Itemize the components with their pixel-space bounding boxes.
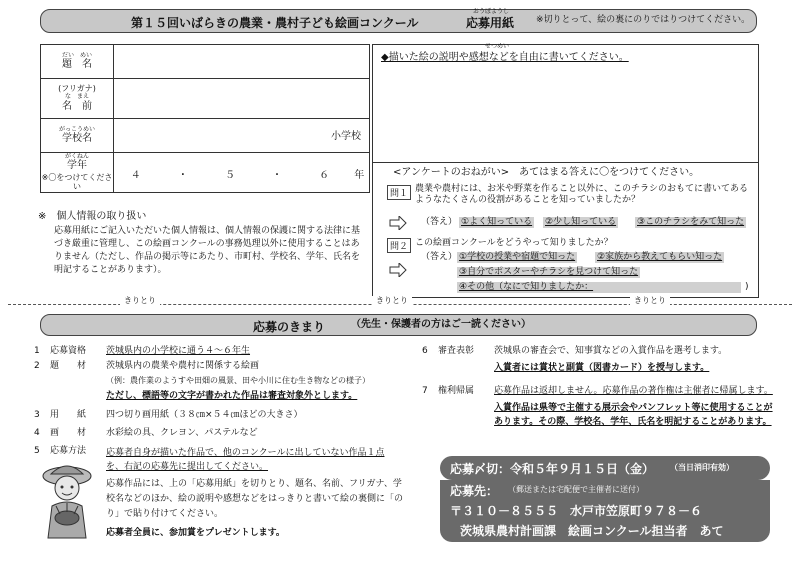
q1-answer-label: （答え） (421, 217, 458, 227)
description-box[interactable] (372, 44, 759, 163)
description-ruby: せつめい (485, 43, 510, 50)
grade-label: 学年 (67, 160, 87, 172)
rule-num: 5 (34, 446, 40, 456)
grade-label-cell (41, 153, 114, 193)
q1-text: 農業や農村には、お米や野菜を作ること以外に、このチラシのおもてに書いてあるようなたくさんの役割があることを知っていましたか？ (415, 184, 749, 206)
name-label: 名 前 (62, 100, 92, 112)
dest-office: 茨城県農村計画課 絵画コンクール担当者 あて (460, 524, 724, 538)
survey-heading: <アンケートのおねがい> あてはまる答えに〇をつけてください。 (393, 167, 700, 178)
dest-label: 応募先： (450, 484, 499, 498)
grade-ruby: がくねん (64, 153, 89, 160)
rule-item (34, 391, 404, 410)
q2-text: この絵画コンクールをどうやって知りましたか？ (415, 238, 613, 248)
rule-num: 6 (422, 346, 428, 356)
rule-item (34, 428, 404, 446)
school-label-cell (41, 119, 114, 153)
privacy-heading: ※ 個人情報の取り扱い (38, 211, 147, 222)
grade-options[interactable] (114, 153, 370, 193)
rule-num: 1 (34, 346, 40, 356)
rule-text-2: 入賞作品は県等で主催する展示会やパンフレット等に使用することがあります。その際、学校名、学年、氏名を明記することがあります。 (494, 403, 773, 427)
school-suffix: 小学校 (331, 131, 361, 142)
cut-label-2: きりとり (372, 296, 412, 306)
school-input[interactable] (114, 119, 370, 153)
q2-answer-label: （答え） (421, 252, 458, 262)
header-title: 第１５回いばらきの農業・農村子ども絵画コンクール (131, 16, 419, 30)
rule-text-2: 入賞者には賞状と副賞（図書カード）を授与します。 (494, 363, 710, 373)
deadline-note: （当日消印有効） (670, 463, 734, 472)
form-name-ruby: おうぼようし (473, 8, 510, 15)
form-name: 応募用紙 (466, 16, 515, 30)
rule-label: 題 材 (50, 361, 87, 371)
rule-text: 四つ切り画用紙（３８㎝×５４㎝ほどの大きさ） (106, 410, 303, 420)
name-ruby: な まえ (64, 93, 89, 101)
school-label: 学校名 (62, 132, 92, 144)
rule-num: 4 (34, 428, 40, 438)
rule-item (422, 346, 778, 386)
rule-item (34, 346, 404, 361)
rule-label: 応募資格 (50, 346, 87, 356)
rules-left (34, 346, 404, 478)
q1-option-1[interactable]: ①よく知っている (461, 217, 533, 227)
grade-sep-1: ・ (177, 169, 188, 181)
q2-option-4[interactable]: ④その他（なにで知りましたか： (457, 282, 741, 293)
title-label: 題 名 (62, 58, 92, 70)
q2-close: ) (745, 282, 749, 292)
privacy-body: 応募用紙にご記入いただいた個人情報は、個人情報の保護に関する法律に基づき厳重に管理し、この絵画コンクールの事務処理以外に使用することはありません（ただし、作品の掲示等にあたり、市町村、学校名、学年、氏名を明記することがあります）。 (54, 226, 361, 276)
rule-label: 応募方法 (50, 446, 87, 456)
rule-text: 応募作品は返却しません。応募作品の著作権は主催者に帰属します。 (494, 386, 773, 396)
header-bar (40, 9, 757, 33)
q1-option-2[interactable]: ②少し知っている (545, 217, 617, 227)
rules-bar (40, 314, 757, 336)
description-prompt: ◆描いた絵の説明や感想などを自由に書いてください。 (381, 52, 629, 63)
rule-text: 茨城県の審査会で、知事賞などの入賞作品を選考します。 (494, 346, 728, 356)
deadline-box (440, 456, 770, 480)
rule-num: 7 (422, 386, 428, 396)
q2-option-1[interactable]: ①学校の授業や宿題で知った (459, 252, 576, 262)
method-gift: 応募者全員に、参加賞をプレゼントします。 (106, 528, 285, 538)
rules-subheading: （先生・保護者の方はご一読ください） (351, 319, 531, 330)
dest-postal: 〒３１０－８５５５ 水戸市笠原町９７８－６ (450, 504, 703, 518)
header-note: ※切りとって、絵の裏にのりではりつけてください。 (536, 15, 751, 25)
rules-right (422, 346, 778, 446)
rule-item (34, 361, 404, 376)
name-input[interactable] (114, 79, 370, 119)
survey-box (372, 162, 759, 298)
arrow-icon (389, 263, 407, 277)
q1-option-3[interactable]: ③このチラシをみて知った (637, 217, 745, 227)
grade-4[interactable]: ４ (130, 169, 141, 181)
grade-sep-2: ・ (272, 169, 283, 181)
rule-label: 審査表彰 (438, 346, 475, 356)
q2-option-2[interactable]: ②家族から教えてもらい知った (597, 252, 723, 262)
grade-6[interactable]: ６ (319, 169, 330, 181)
grade-note: ※〇をつけてください (41, 172, 113, 192)
rule-text: 茨城県内の小学校に通う４～６年生 (106, 346, 251, 356)
name-label-cell (41, 79, 114, 119)
entry-form (40, 44, 370, 193)
rule-text: 水彩絵の具、クレヨン、パステルなど (106, 428, 258, 438)
rule-label: 権利帰属 (438, 386, 475, 396)
rule-item (34, 410, 404, 428)
rule-item (422, 386, 778, 446)
deadline-label: 応募〆切：令和５年９月１５日（金） (450, 462, 655, 476)
title-ruby: だい めい (61, 51, 92, 59)
name-kana-label: (フリガナ) (58, 83, 96, 93)
rule-text: ただし、標語等の文字が書かれた作品は審査対象外とします。 (106, 391, 358, 401)
q1-label: 問１ (387, 185, 411, 200)
q2-option-3[interactable]: ③自分でポスターやチラシを見つけて知った (459, 267, 639, 277)
dest-note: （郵送または宅配便で主催者に送付） (508, 485, 644, 494)
q2-label: 問２ (387, 238, 411, 253)
grade-5[interactable]: ５ (224, 169, 235, 181)
rule-label: 用 紙 (50, 410, 87, 420)
rule-num: 3 (34, 410, 40, 420)
rule-text: 茨城県内の農業や農村に関係する絵画 (106, 361, 260, 371)
rule-label: 画 材 (50, 428, 87, 438)
title-label-cell (41, 45, 114, 79)
cut-label-1: きりとり (120, 296, 160, 306)
grade-suffix: 年 (354, 169, 365, 181)
rule-num: 2 (34, 361, 40, 371)
arrow-icon (389, 216, 407, 230)
cut-label-3: きりとり (630, 296, 670, 306)
rule-item (34, 376, 404, 391)
destination-box (440, 480, 770, 542)
rules-heading: 応募のきまり (253, 320, 326, 334)
rule-text: 応募者自身が描いた作品で、他のコンクールに出していない作品１点を、右記の応募先に提出してください。 (106, 448, 385, 473)
school-ruby: がっこうめい (58, 125, 95, 133)
farmer-illustration (36, 462, 98, 542)
rule-text: （例：農作業のようすや田畑の風景、田や小川に住む生き物などの様子） (106, 376, 370, 385)
title-input[interactable] (114, 45, 370, 79)
method-details: 応募作品には、上の「応募用紙」を切りとり、題名、名前、フリガナ、学校名などのほか、絵の説明や感想などをはっきりと書いて絵の裏側に「のり」で貼り付けてください。 (106, 479, 404, 519)
